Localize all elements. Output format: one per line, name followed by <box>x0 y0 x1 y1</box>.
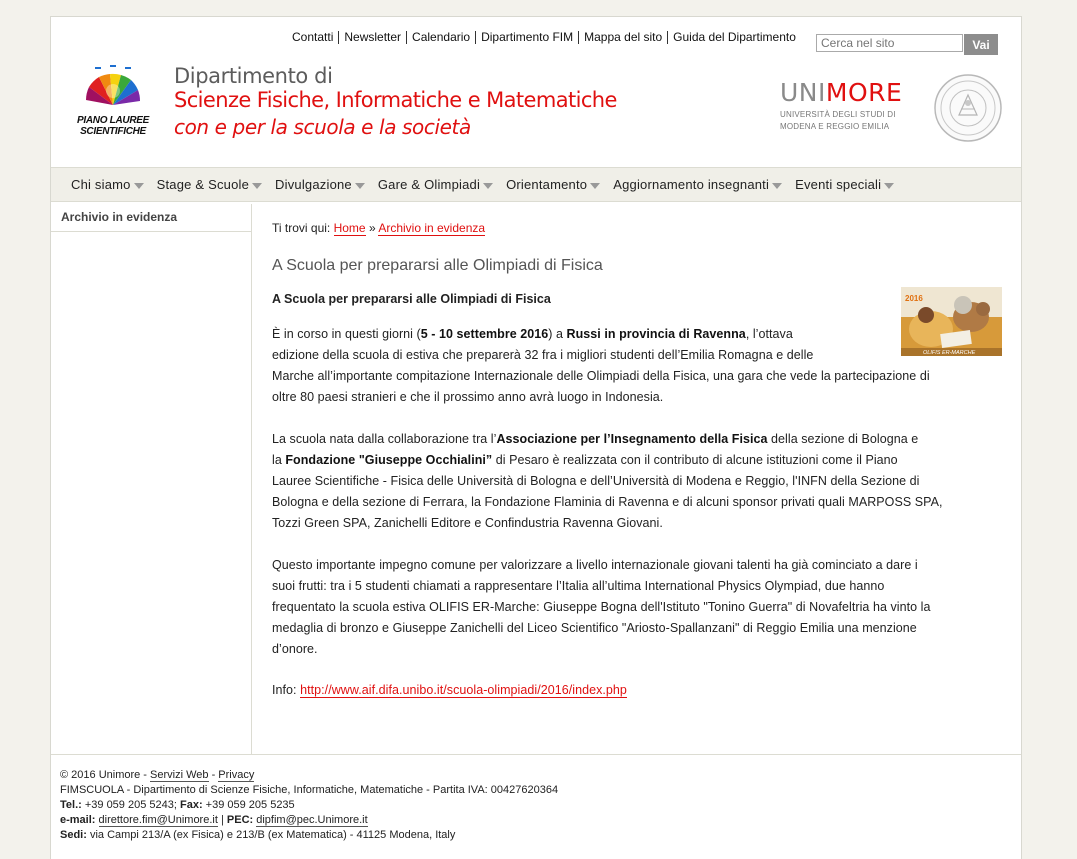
search-form <box>816 34 998 55</box>
main-navigation <box>51 167 1021 202</box>
copyright: © 2016 Unimore - <box>60 769 151 781</box>
nav-divulgazione[interactable] <box>275 177 365 192</box>
piano-lauree-scientifiche-logo[interactable] <box>73 65 153 145</box>
article-subtitle: A Scuola per prepararsi alle Olimpiadi di Fisica <box>272 292 551 306</box>
text: della sezione di Bologna e <box>767 432 919 446</box>
rainbow-fan-icon <box>85 65 141 115</box>
chevron-down-icon <box>134 183 144 189</box>
sedi-label: Sedi: <box>60 829 87 841</box>
link-contatti[interactable]: Contatti <box>292 30 334 44</box>
chevron-down-icon <box>590 183 600 189</box>
article-info <box>272 680 1002 701</box>
link-mappa-del-sito[interactable]: Mappa del sito <box>578 31 667 44</box>
fax-label: Fax: <box>179 799 203 811</box>
unimore-uni: UNI <box>780 78 826 107</box>
unimore-logo[interactable] <box>780 79 902 131</box>
nav-orientamento[interactable] <box>506 177 600 192</box>
pls-line2: SCIENTIFICHE <box>80 126 146 137</box>
info-link[interactable]: http://www.aif.difa.unibo.it/scuola-olimpiadi/2016/index.php <box>300 683 627 697</box>
footer-line-4 <box>60 813 1021 828</box>
chevron-down-icon <box>772 183 782 189</box>
search-button[interactable]: Vai <box>964 34 998 55</box>
breadcrumb-current[interactable]: Archivio in evidenza <box>378 221 486 235</box>
text: di Pesaro è realizzata con il contributo di alcune istituzioni come il Piano <box>492 453 898 467</box>
header-line3: con e per la scuola e la società <box>174 115 471 139</box>
link-guida-dipartimento[interactable]: Guida del Dipartimento <box>667 31 801 44</box>
email-label: e-mail: <box>60 814 96 826</box>
sidebar <box>51 204 252 754</box>
university-seal-icon <box>933 73 1003 143</box>
header-line1: Dipartimento di <box>174 64 333 88</box>
text: - <box>208 769 219 781</box>
thumbnail-year: 2016 <box>905 294 923 303</box>
footer-line-5 <box>60 828 1021 843</box>
article-paragraph-3 <box>272 555 1002 660</box>
text: È in corso in questi giorni ( <box>272 327 421 341</box>
link-newsletter[interactable]: Newsletter <box>338 31 406 44</box>
article-thumbnail[interactable] <box>901 287 1002 356</box>
nav-label: Stage & Scuole <box>156 177 250 192</box>
text: oltre 80 paesi stranieri e che il prossimo anno avrà luogo in Indonesia. <box>272 390 664 404</box>
nav-aggiornamento-insegnanti[interactable] <box>613 177 782 192</box>
article-paragraph-1 <box>272 324 1002 408</box>
nav-label: Gare & Olimpiadi <box>377 177 481 192</box>
nav-label: Chi siamo <box>71 177 131 192</box>
text: medaglia di bronzo e Giuseppe Zanichelli del Liceo Scientifico "Ariosto-Spallanzani" di Reggio Emilia una menzione <box>272 621 917 635</box>
text: edizione della scuola di estiva che preparerà 32 fra i migliori studenti dell’Emilia Romagna e delle <box>272 348 814 362</box>
unimore-wordmark <box>780 79 902 107</box>
chevron-down-icon <box>483 183 493 189</box>
sidebar-item-archivio[interactable]: Archivio in evidenza <box>51 204 252 232</box>
text: d’onore. <box>272 642 318 656</box>
text: Questo importante impegno comune per valorizzare a livello internazionale giovani talenti ha già cominciato a dare i <box>272 558 918 572</box>
main-content <box>272 221 1002 701</box>
breadcrumb-separator: » <box>368 221 376 235</box>
location: Russi in provincia di Ravenna <box>566 327 746 341</box>
sedi-value: via Campi 213/A (ex Fisica) e 213/B (ex Matematica) - 41125 Modena, Italy <box>86 829 456 841</box>
text: suoi frutti: tra i 5 studenti chiamati a rappresentare l’Italia all’ultima International Physics Olympiad, due hanno <box>272 579 885 593</box>
nav-label: Divulgazione <box>275 177 352 192</box>
breadcrumb <box>272 221 1002 235</box>
footer-link-servizi-web[interactable]: Servizi Web <box>150 769 209 781</box>
text: | <box>217 814 227 826</box>
footer-line-3 <box>60 798 1021 813</box>
text: Lauree Scientifiche - Fisica delle Università di Bologna e dell’Università di Modena e Reggio, l'INFN della Sezione di <box>272 474 920 488</box>
info-label: Info: <box>272 683 297 697</box>
text: Bologna e della sezione di Ferrara, la Fondazione Flaminia di Ravenna e di alcuni sponsor privati quali MARPOSS SPA, <box>272 495 943 509</box>
footer-line-1 <box>60 768 1021 783</box>
text: frequentato la scuola estiva OLIFIS ER-Marche: Giuseppe Bogna dell'Istituto "Tonino Guerra" di Novafeltria ha vinto la <box>272 600 931 614</box>
header-line2: Scienze Fisiche, Informatiche e Matematiche <box>174 88 617 112</box>
footer-pec-link[interactable]: dipfim@pec.Unimore.it <box>256 814 368 826</box>
nav-label: Aggiornamento insegnanti <box>613 177 770 192</box>
unimore-sub2: MODENA E REGGIO EMILIA <box>780 122 890 131</box>
page-title: A Scuola per prepararsi alle Olimpiadi di Fisica <box>272 257 603 274</box>
nav-label: Orientamento <box>506 177 588 192</box>
footer-link-privacy[interactable]: Privacy <box>218 769 255 781</box>
search-input[interactable] <box>816 34 963 52</box>
chevron-down-icon <box>252 183 262 189</box>
chevron-down-icon <box>884 183 894 189</box>
fax-value: +39 059 205 5235 <box>202 799 295 811</box>
page-container <box>50 16 1022 859</box>
link-dipartimento-fim[interactable]: Dipartimento FIM <box>475 31 578 44</box>
text: la <box>272 453 286 467</box>
text: ) a <box>548 327 567 341</box>
date-range: 5 - 10 settembre 2016 <box>420 327 549 341</box>
footer-line-2: FIMSCUOLA - Dipartimento di Scienze Fisiche, Informatiche, Matematiche - Partita IVA: 00427620364 <box>60 784 559 796</box>
nav-label: Eventi speciali <box>795 177 882 192</box>
text: , l’ottava <box>745 327 793 341</box>
nav-stage-scuole[interactable] <box>157 177 262 192</box>
nav-eventi-speciali[interactable] <box>795 177 894 192</box>
footer-email-link[interactable]: direttore.fim@Unimore.it <box>98 814 218 826</box>
top-links <box>287 31 801 44</box>
thumbnail-caption: OLIFIS ER-MARCHE <box>923 350 976 356</box>
footer <box>51 754 1021 843</box>
tel-label: Tel.: <box>60 799 82 811</box>
pec-label: PEC: <box>226 814 254 826</box>
chevron-down-icon <box>355 183 365 189</box>
tel-value: +39 059 205 5243; <box>81 799 180 811</box>
text: La scuola nata dalla collaborazione tra l’ <box>272 432 497 446</box>
nav-gare-olimpiadi[interactable] <box>378 177 493 192</box>
breadcrumb-home[interactable]: Home <box>333 221 366 235</box>
aif-name: Associazione per l’Insegnamento della Fisica <box>496 432 768 446</box>
text: Tozzi Green SPA, Zanichelli Editore e Confindustria Ravenna Giovani. <box>272 516 663 530</box>
foundation-name: Fondazione "Giuseppe Occhialini” <box>285 453 493 467</box>
pls-line1: PIANO LAUREE <box>77 115 149 126</box>
department-header[interactable] <box>174 64 617 141</box>
article-paragraph-2 <box>272 429 1002 534</box>
nav-chi-siamo[interactable] <box>71 177 144 192</box>
link-calendario[interactable]: Calendario <box>406 31 475 44</box>
breadcrumb-prefix: Ti trovi qui: <box>272 221 331 235</box>
text: Marche all’importante compitazione Internazionale delle Olimpiadi della Fisica, una gara che vede la partecipazione di <box>272 369 930 383</box>
unimore-more: MORE <box>825 78 903 107</box>
unimore-sub1: UNIVERSITÀ DEGLI STUDI DI <box>780 110 896 119</box>
